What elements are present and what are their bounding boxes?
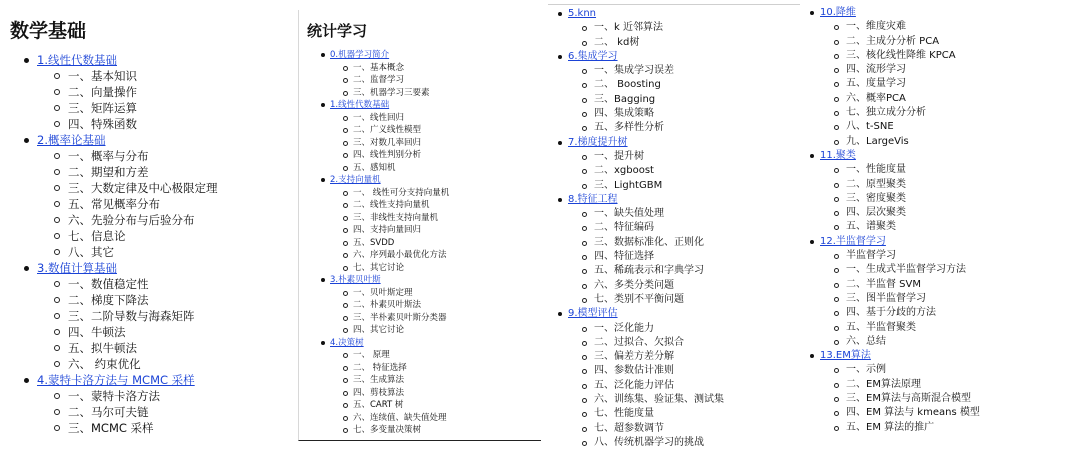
subtopic-item: 一、缺失值处理 [581, 207, 724, 221]
subtopic-list [833, 249, 980, 349]
subtopic-item: 三、LightGBM [581, 179, 724, 193]
subtopic-item: 七、类别不平衡问题 [581, 293, 724, 307]
subtopic-list [342, 112, 449, 175]
topic-item [319, 174, 449, 274]
subtopic-item: 一、示例 [833, 363, 980, 377]
subtopic-item: 一、k 近邻算法 [581, 21, 724, 35]
subtopic-item: 一、 线性可分支持向量机 [342, 187, 449, 200]
subtopic-item: 七、性能度量 [581, 407, 724, 421]
subtopic-item: 三、图半监督学习 [833, 292, 980, 306]
topic-link[interactable]: 0.机器学习简介 [330, 50, 390, 60]
topic-item [319, 337, 449, 437]
panel-math-foundations [0, 0, 296, 462]
subtopic-item: 三、二阶导数与海森矩阵 [53, 308, 218, 324]
subtopic-item: 五、度量学习 [833, 77, 980, 91]
subtopic-item: 三、非线性支持向量机 [342, 212, 449, 225]
subtopic-item: 一、维度灾难 [833, 20, 980, 34]
subtopic-list [581, 207, 724, 307]
topic-item [22, 260, 218, 372]
topic-item [556, 136, 724, 193]
topic-item [22, 132, 218, 260]
subtopic-item: 三、数据标准化、正则化 [581, 236, 724, 250]
topic-link[interactable]: 7.梯度提升树 [568, 136, 628, 148]
panel-statistical-learning [298, 10, 541, 441]
subtopic-list [581, 64, 724, 135]
topic-item [556, 193, 724, 307]
subtopic-item: 五、常见概率分布 [53, 196, 218, 212]
topic-link[interactable]: 2.支持向量机 [330, 175, 381, 185]
topic-item [808, 349, 980, 435]
subtopic-item: 二、马尔可夫链 [53, 404, 218, 420]
subtopic-item: 六、多类分类问题 [581, 279, 724, 293]
subtopic-list [833, 163, 980, 234]
subtopic-list [581, 21, 724, 50]
topic-link[interactable]: 9.模型评估 [568, 308, 618, 320]
topic-link[interactable]: 3.朴素贝叶斯 [330, 275, 381, 285]
subtopic-item: 一、基本知识 [53, 68, 218, 84]
topic-link[interactable]: 3.数值计算基础 [37, 261, 117, 275]
topic-item [556, 307, 724, 450]
subtopic-list [53, 68, 218, 132]
subtopic-item: 五、EM 算法的推广 [833, 421, 980, 435]
subtopic-item: 六、训练集、验证集、测试集 [581, 393, 724, 407]
subtopic-item: 四、参数估计准则 [581, 364, 724, 378]
subtopic-item: 二、期望和方差 [53, 164, 218, 180]
subtopic-item: 五、拟牛顿法 [53, 340, 218, 356]
subtopic-item: 半监督学习 [833, 249, 980, 263]
subtopic-item: 七、信息论 [53, 228, 218, 244]
subtopic-item: 一、贝叶斯定理 [342, 287, 449, 300]
topic-link[interactable]: 13.EM算法 [820, 350, 871, 362]
topic-list [22, 52, 218, 436]
subtopic-item: 六、连续值、缺失值处理 [342, 412, 449, 425]
subtopic-item: 一、提升树 [581, 150, 724, 164]
subtopic-item: 四、流形学习 [833, 63, 980, 77]
topic-link[interactable]: 1.线性代数基础 [330, 100, 390, 110]
topic-item [808, 235, 980, 349]
topic-item [319, 274, 449, 337]
topic-item [319, 49, 449, 99]
subtopic-item: 一、集成学习误差 [581, 64, 724, 78]
subtopic-item: 四、剪枝算法 [342, 387, 449, 400]
topic-list [808, 6, 980, 435]
subtopic-item: 三、核化线性降维 KPCA [833, 49, 980, 63]
panel-title: 统计学习 [307, 22, 368, 40]
subtopic-item: 二、 kd树 [581, 36, 724, 50]
panel-ml-topics-advanced [800, 0, 1080, 462]
subtopic-list [53, 276, 218, 372]
subtopic-list [342, 349, 449, 437]
subtopic-item: 二、过拟合、欠拟合 [581, 336, 724, 350]
subtopic-item: 一、 原理 [342, 349, 449, 362]
topic-link[interactable]: 1.线性代数基础 [37, 53, 117, 67]
subtopic-item: 五、CART 树 [342, 399, 449, 412]
subtopic-item: 二、向量操作 [53, 84, 218, 100]
subtopic-item: 四、集成策略 [581, 107, 724, 121]
subtopic-item: 二、 Boosting [581, 78, 724, 92]
panel-title: 数学基础 [10, 20, 87, 42]
subtopic-list [53, 148, 218, 260]
subtopic-item: 七、独立成分分析 [833, 106, 980, 120]
subtopic-item: 五、谱聚类 [833, 220, 980, 234]
subtopic-item: 三、生成算法 [342, 374, 449, 387]
subtopic-item: 三、矩阵运算 [53, 100, 218, 116]
subtopic-item: 二、原型聚类 [833, 178, 980, 192]
subtopic-list [581, 150, 724, 193]
subtopic-item: 八、传统机器学习的挑战 [581, 436, 724, 450]
subtopic-item: 四、EM 算法与 kmeans 模型 [833, 406, 980, 420]
subtopic-item: 七、其它讨论 [342, 262, 449, 275]
subtopic-item: 三、对数几率回归 [342, 137, 449, 150]
subtopic-list [581, 322, 724, 451]
topic-list [319, 49, 449, 437]
subtopic-item: 一、数值稳定性 [53, 276, 218, 292]
topic-item [556, 7, 724, 50]
subtopic-item: 七、多变量决策树 [342, 424, 449, 437]
subtopic-item: 二、朴素贝叶斯法 [342, 299, 449, 312]
subtopic-item: 八、t-SNE [833, 120, 980, 134]
subtopic-item: 一、蒙特卡洛方法 [53, 388, 218, 404]
subtopic-item: 四、牛顿法 [53, 324, 218, 340]
subtopic-item: 三、密度聚类 [833, 192, 980, 206]
subtopic-item: 五、感知机 [342, 162, 449, 175]
subtopic-list [53, 388, 218, 436]
topic-item [22, 372, 218, 436]
subtopic-item: 二、特征编码 [581, 221, 724, 235]
subtopic-item: 四、其它讨论 [342, 324, 449, 337]
topic-link[interactable]: 8.特征工程 [568, 193, 618, 205]
subtopic-item: 五、稀疏表示和字典学习 [581, 264, 724, 278]
subtopic-item: 四、基于分歧的方法 [833, 306, 980, 320]
topic-link[interactable]: 6.集成学习 [568, 50, 618, 62]
subtopic-item: 一、概率与分布 [53, 148, 218, 164]
subtopic-item: 四、支持向量回归 [342, 224, 449, 237]
topic-link[interactable]: 11.聚类 [820, 149, 856, 161]
subtopic-item: 六、总结 [833, 335, 980, 349]
subtopic-item: 四、特征选择 [581, 250, 724, 264]
topic-link[interactable]: 4.蒙特卡洛方法与 MCMC 采样 [37, 373, 195, 387]
panel-ml-topics-continued [548, 0, 800, 462]
subtopic-item: 二、广义线性模型 [342, 124, 449, 137]
subtopic-item: 五、半监督聚类 [833, 321, 980, 335]
subtopic-item: 三、大数定律及中心极限定理 [53, 180, 218, 196]
subtopic-item: 六、概率PCA [833, 92, 980, 106]
subtopic-item: 三、Bagging [581, 93, 724, 107]
topic-item [319, 99, 449, 174]
subtopic-item: 一、泛化能力 [581, 322, 724, 336]
topic-link[interactable]: 12.半监督学习 [820, 235, 886, 247]
subtopic-item: 二、EM算法原理 [833, 378, 980, 392]
topic-link[interactable]: 4.决策树 [330, 337, 364, 348]
topic-list [556, 7, 724, 450]
subtopic-list [342, 287, 449, 337]
subtopic-item: 四、线性判别分析 [342, 149, 449, 162]
subtopic-item: 二、xgboost [581, 164, 724, 178]
topic-item [22, 52, 218, 132]
subtopic-item: 三、偏差方差分解 [581, 350, 724, 364]
subtopic-item: 七、超参数调节 [581, 422, 724, 436]
subtopic-list [833, 363, 980, 434]
subtopic-item: 二、监督学习 [342, 74, 449, 87]
subtopic-item: 一、生成式半监督学习方法 [833, 263, 980, 277]
subtopic-list [833, 20, 980, 149]
subtopic-item: 六、先验分布与后验分布 [53, 212, 218, 228]
topic-link[interactable]: 2.概率论基础 [37, 133, 106, 147]
subtopic-list [342, 187, 449, 275]
topic-item [808, 6, 980, 149]
subtopic-item: 一、性能度量 [833, 163, 980, 177]
subtopic-item: 六、 约束优化 [53, 356, 218, 372]
subtopic-item: 六、序列最小最优化方法 [342, 249, 449, 262]
subtopic-item: 五、泛化能力评估 [581, 379, 724, 393]
subtopic-item: 四、层次聚类 [833, 206, 980, 220]
subtopic-item: 二、主成分分析 PCA [833, 35, 980, 49]
subtopic-item: 五、多样性分析 [581, 121, 724, 135]
subtopic-list [342, 62, 449, 100]
subtopic-item: 三、半朴素贝叶斯分类器 [342, 312, 449, 325]
topic-item [808, 149, 980, 235]
subtopic-item: 一、基本概念 [342, 62, 449, 75]
subtopic-item: 三、机器学习三要素 [342, 87, 449, 100]
subtopic-item: 四、特殊函数 [53, 116, 218, 132]
subtopic-item: 二、 特征选择 [342, 362, 449, 375]
subtopic-item: 三、EM算法与高斯混合模型 [833, 392, 980, 406]
subtopic-item: 二、半监督 SVM [833, 278, 980, 292]
subtopic-item: 九、LargeVis [833, 135, 980, 149]
subtopic-item: 二、线性支持向量机 [342, 199, 449, 212]
topic-link[interactable]: 10.降维 [820, 7, 856, 18]
subtopic-item: 二、梯度下降法 [53, 292, 218, 308]
subtopic-item: 一、线性回归 [342, 112, 449, 125]
topic-item [556, 50, 724, 136]
subtopic-item: 八、其它 [53, 244, 218, 260]
subtopic-item: 三、MCMC 采样 [53, 420, 218, 436]
subtopic-item: 五、SVDD [342, 237, 449, 250]
topic-link[interactable]: 5.knn [568, 8, 597, 19]
